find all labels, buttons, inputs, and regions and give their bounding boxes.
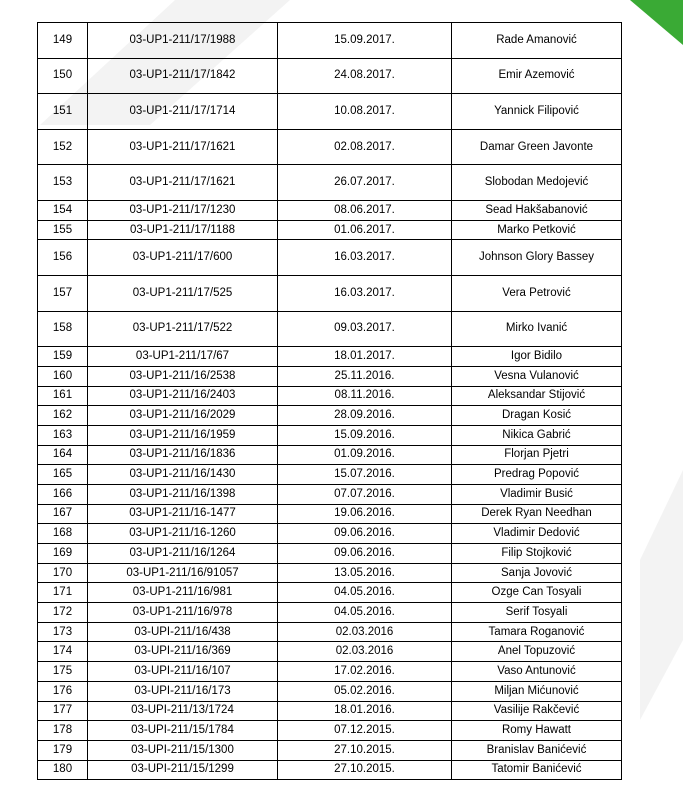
table-row: [38, 425, 622, 445]
person-name-cell: Serif Tosyali: [452, 603, 622, 623]
row-number-cell: 173: [38, 622, 88, 642]
person-name-cell: Branislav Banićević: [452, 740, 622, 760]
row-number-cell: 163: [38, 425, 88, 445]
case-number-cell: 03-UPI-211/16/107: [88, 662, 278, 682]
accent-corner: [630, 0, 683, 45]
case-number-cell: 03-UP1-211/17/1230: [88, 200, 278, 220]
person-name-cell: Florjan Pjetri: [452, 445, 622, 465]
date-cell: 08.06.2017.: [278, 200, 452, 220]
table-row: [38, 165, 622, 201]
table-row: [38, 504, 622, 524]
date-cell: 19.06.2016.: [278, 504, 452, 524]
case-number-cell: 03-UPI-211/13/1724: [88, 701, 278, 721]
row-number-cell: 151: [38, 94, 88, 130]
person-name-cell: Vera Petrović: [452, 275, 622, 311]
case-number-cell: 03-UP1-211/17/1621: [88, 129, 278, 165]
case-number-cell: 03-UP1-211/17/1842: [88, 58, 278, 94]
person-name-cell: Yannick Filipović: [452, 94, 622, 130]
table-row: [38, 58, 622, 94]
person-name-cell: Vesna Vulanović: [452, 366, 622, 386]
date-cell: 09.06.2016.: [278, 544, 452, 564]
person-name-cell: Sanja Jovović: [452, 563, 622, 583]
table-row: [38, 563, 622, 583]
table-row: [38, 465, 622, 485]
person-name-cell: Igor Bidilo: [452, 347, 622, 367]
table-row: [38, 386, 622, 406]
date-cell: 08.11.2016.: [278, 386, 452, 406]
case-number-cell: 03-UPI-211/15/1300: [88, 740, 278, 760]
person-name-cell: Derek Ryan Needhan: [452, 504, 622, 524]
decisions-table: [37, 22, 622, 780]
table-body: [38, 23, 622, 780]
date-cell: 28.09.2016.: [278, 406, 452, 426]
case-number-cell: 03-UP1-211/17/600: [88, 240, 278, 276]
row-number-cell: 152: [38, 129, 88, 165]
row-number-cell: 169: [38, 544, 88, 564]
table-row: [38, 721, 622, 741]
table-row: [38, 23, 622, 59]
person-name-cell: Anel Topuzović: [452, 642, 622, 662]
row-number-cell: 165: [38, 465, 88, 485]
case-number-cell: 03-UP1-211/17/1621: [88, 165, 278, 201]
row-number-cell: 157: [38, 275, 88, 311]
date-cell: 02.08.2017.: [278, 129, 452, 165]
row-number-cell: 154: [38, 200, 88, 220]
table-row: [38, 275, 622, 311]
row-number-cell: 155: [38, 220, 88, 240]
table-row: [38, 622, 622, 642]
case-number-cell: 03-UP1-211/16/2538: [88, 366, 278, 386]
person-name-cell: Tamara Roganović: [452, 622, 622, 642]
table-row: [38, 740, 622, 760]
date-cell: 09.03.2017.: [278, 311, 452, 347]
person-name-cell: Damar Green Javonte: [452, 129, 622, 165]
date-cell: 18.01.2017.: [278, 347, 452, 367]
person-name-cell: Johnson Glory Bassey: [452, 240, 622, 276]
case-number-cell: 03-UP1-211/16/1398: [88, 484, 278, 504]
person-name-cell: Tatomir Banićević: [452, 760, 622, 780]
person-name-cell: Filip Stojković: [452, 544, 622, 564]
date-cell: 04.05.2016.: [278, 603, 452, 623]
person-name-cell: Sead Hakšabanović: [452, 200, 622, 220]
date-cell: 01.06.2017.: [278, 220, 452, 240]
date-cell: 05.02.2016.: [278, 681, 452, 701]
case-number-cell: 03-UP1-211/16/978: [88, 603, 278, 623]
table-row: [38, 681, 622, 701]
case-number-cell: 03-UP1-211/16/2029: [88, 406, 278, 426]
case-number-cell: 03-UP1-211/16/1836: [88, 445, 278, 465]
table-row: [38, 524, 622, 544]
date-cell: 07.12.2015.: [278, 721, 452, 741]
date-cell: 01.09.2016.: [278, 445, 452, 465]
date-cell: 27.10.2015.: [278, 760, 452, 780]
case-number-cell: 03-UPI-211/16/173: [88, 681, 278, 701]
date-cell: 18.01.2016.: [278, 701, 452, 721]
case-number-cell: 03-UP1-211/17/525: [88, 275, 278, 311]
row-number-cell: 175: [38, 662, 88, 682]
date-cell: 15.07.2016.: [278, 465, 452, 485]
row-number-cell: 156: [38, 240, 88, 276]
row-number-cell: 160: [38, 366, 88, 386]
table-row: [38, 94, 622, 130]
row-number-cell: 162: [38, 406, 88, 426]
case-number-cell: 03-UP1-211/16/981: [88, 583, 278, 603]
case-number-cell: 03-UP1-211/16/1264: [88, 544, 278, 564]
date-cell: 15.09.2017.: [278, 23, 452, 59]
row-number-cell: 174: [38, 642, 88, 662]
date-cell: 02.03.2016: [278, 622, 452, 642]
person-name-cell: Vasilije Rakčević: [452, 701, 622, 721]
table-row: [38, 484, 622, 504]
row-number-cell: 168: [38, 524, 88, 544]
person-name-cell: Slobodan Medojević: [452, 165, 622, 201]
table-row: [38, 311, 622, 347]
table-row: [38, 220, 622, 240]
row-number-cell: 178: [38, 721, 88, 741]
table-row: [38, 347, 622, 367]
row-number-cell: 166: [38, 484, 88, 504]
person-name-cell: Predrag Popović: [452, 465, 622, 485]
case-number-cell: 03-UP1-211/17/1188: [88, 220, 278, 240]
person-name-cell: Ozge Can Tosyali: [452, 583, 622, 603]
date-cell: 07.07.2016.: [278, 484, 452, 504]
date-cell: 04.05.2016.: [278, 583, 452, 603]
case-number-cell: 03-UP1-211/17/67: [88, 347, 278, 367]
table-row: [38, 701, 622, 721]
row-number-cell: 153: [38, 165, 88, 201]
row-number-cell: 170: [38, 563, 88, 583]
row-number-cell: 164: [38, 445, 88, 465]
date-cell: 26.07.2017.: [278, 165, 452, 201]
date-cell: 13.05.2016.: [278, 563, 452, 583]
row-number-cell: 180: [38, 760, 88, 780]
person-name-cell: Emir Azemović: [452, 58, 622, 94]
person-name-cell: Mirko Ivanić: [452, 311, 622, 347]
table-row: [38, 240, 622, 276]
row-number-cell: 177: [38, 701, 88, 721]
table-row: [38, 583, 622, 603]
person-name-cell: Miljan Mićunović: [452, 681, 622, 701]
table-row: [38, 200, 622, 220]
case-number-cell: 03-UP1-211/16-1260: [88, 524, 278, 544]
person-name-cell: Dragan Kosić: [452, 406, 622, 426]
case-number-cell: 03-UP1-211/17/522: [88, 311, 278, 347]
row-number-cell: 159: [38, 347, 88, 367]
date-cell: 16.03.2017.: [278, 275, 452, 311]
person-name-cell: Aleksandar Stijović: [452, 386, 622, 406]
case-number-cell: 03-UP1-211/17/1714: [88, 94, 278, 130]
table-row: [38, 445, 622, 465]
table-row: [38, 406, 622, 426]
case-number-cell: 03-UPI-211/15/1299: [88, 760, 278, 780]
case-number-cell: 03-UPI-211/16/438: [88, 622, 278, 642]
case-number-cell: 03-UPI-211/16/369: [88, 642, 278, 662]
row-number-cell: 171: [38, 583, 88, 603]
table-row: [38, 603, 622, 623]
row-number-cell: 158: [38, 311, 88, 347]
date-cell: 25.11.2016.: [278, 366, 452, 386]
row-number-cell: 176: [38, 681, 88, 701]
table-row: [38, 760, 622, 780]
table-row: [38, 642, 622, 662]
person-name-cell: Nikica Gabrić: [452, 425, 622, 445]
person-name-cell: Vladimir Dedović: [452, 524, 622, 544]
date-cell: 09.06.2016.: [278, 524, 452, 544]
case-number-cell: 03-UPI-211/15/1784: [88, 721, 278, 741]
date-cell: 24.08.2017.: [278, 58, 452, 94]
person-name-cell: Marko Petković: [452, 220, 622, 240]
person-name-cell: Rade Amanović: [452, 23, 622, 59]
date-cell: 17.02.2016.: [278, 662, 452, 682]
row-number-cell: 161: [38, 386, 88, 406]
table-row: [38, 544, 622, 564]
case-number-cell: 03-UP1-211/16/2403: [88, 386, 278, 406]
row-number-cell: 179: [38, 740, 88, 760]
date-cell: 27.10.2015.: [278, 740, 452, 760]
case-number-cell: 03-UP1-211/16/1959: [88, 425, 278, 445]
row-number-cell: 150: [38, 58, 88, 94]
date-cell: 02.03.2016: [278, 642, 452, 662]
case-number-cell: 03-UP1-211/16/91057: [88, 563, 278, 583]
case-number-cell: 03-UP1-211/16-1477: [88, 504, 278, 524]
decisions-table-container: [37, 22, 621, 780]
person-name-cell: Romy Hawatt: [452, 721, 622, 741]
case-number-cell: 03-UP1-211/17/1988: [88, 23, 278, 59]
date-cell: 10.08.2017.: [278, 94, 452, 130]
row-number-cell: 149: [38, 23, 88, 59]
date-cell: 16.03.2017.: [278, 240, 452, 276]
case-number-cell: 03-UP1-211/16/1430: [88, 465, 278, 485]
table-row: [38, 366, 622, 386]
watermark-stripe: [640, 470, 683, 720]
table-row: [38, 662, 622, 682]
table-row: [38, 129, 622, 165]
date-cell: 15.09.2016.: [278, 425, 452, 445]
row-number-cell: 167: [38, 504, 88, 524]
person-name-cell: Vladimir Busić: [452, 484, 622, 504]
person-name-cell: Vaso Antunović: [452, 662, 622, 682]
row-number-cell: 172: [38, 603, 88, 623]
